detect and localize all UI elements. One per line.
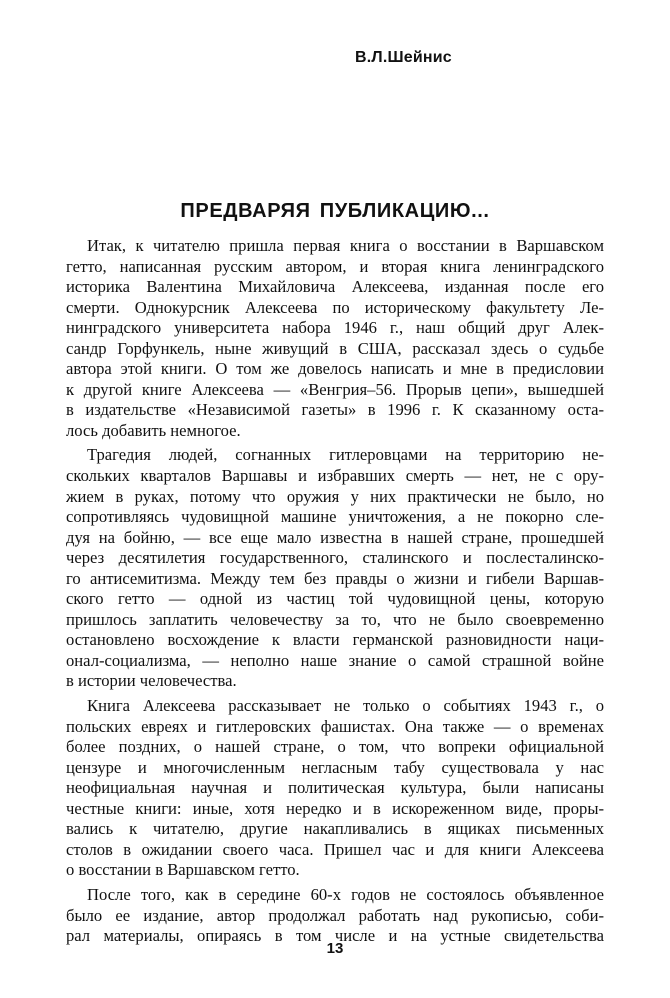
text-line: к другой книге Алексеева — «Венгрия–56. Прорыв цепи», вышедшей [66, 379, 604, 399]
text-line: лось добавить немногое. [66, 420, 241, 440]
text-line: нинградского университета набора 1946 г., наш общий друг Алек- [66, 318, 604, 338]
page-title: ПРЕДВАРЯЯ ПУБЛИКАЦИЮ... [180, 200, 490, 222]
author-header: В.Л.Шейнис [355, 49, 452, 66]
text-line: скольких кварталов Варшавы и избравших смерть — нет, не с ору- [66, 466, 604, 486]
text-line: в издательстве «Независимой газеты» в 1996 г. К сказанному оста- [66, 400, 604, 420]
text-line: Трагедия людей, согнанных гитлеровцами на территорию не- [87, 445, 604, 465]
text-line: гетто, написанная русским автором, и вторая книга ленинградского [66, 256, 604, 276]
text-line: Книга Алексеева рассказывает не только о событиях 1943 г., о [87, 696, 604, 716]
paragraph-2 [66, 445, 604, 692]
text-line: было ее издание, автор продолжал работать над рукописью, соби- [66, 905, 604, 925]
text-line: онал-социализма, — неполно наше знание о самой страшной войне [66, 650, 604, 670]
paragraph-4 [66, 885, 604, 947]
paragraph-3 [66, 696, 604, 881]
text-line: вались к читателю, другие накапливались в ящиках письменных [66, 819, 604, 839]
text-line: о восстании в Варшавском гетто. [66, 860, 300, 880]
text-line: более поздних, о нашей стране, о том, что вопреки официальной [66, 737, 604, 757]
text-line: После того, как в середине 60-х годов не состоялось объявленное [87, 884, 604, 904]
text-line: Итак, к читателю пришла первая книга о восстании в Варшавском [87, 236, 604, 255]
paragraph-1 [66, 236, 604, 441]
text-line: автора этой книги. О том же довелось написать и мне в предисловии [66, 359, 604, 379]
text-line: цензуре и многочисленным негласным табу существовала у нас [66, 757, 604, 777]
page-number: 13 [326, 940, 344, 957]
text-line: ского гетто — одной из частиц той чудовищной цены, которую [66, 589, 604, 609]
text-line: рал материалы, опираясь в том числе и на устные свидетельства [66, 926, 604, 946]
text-line: остановлено восхождение к власти германской разновидности наци- [66, 630, 604, 650]
text-line: пришлось заплатить человечеству за то, что не было своевременно [66, 609, 604, 629]
text-line: сопротивляясь чудовищной машине уничтожения, а не покорно сле- [66, 507, 604, 527]
text-line: в истории человечества. [66, 671, 237, 691]
text-line: смерти. Однокурсник Алексеева по историческому факультету Ле- [66, 297, 604, 317]
text-line: го антисемитизма. Между тем без правды о жизни и гибели Варшав- [66, 568, 604, 588]
body-text [66, 236, 604, 947]
text-line: польских евреях и гитлеровских фашистах. Она также — о временах [66, 716, 604, 736]
text-line: сандр Горфункель, ныне живущий в США, рассказал здесь о судьбе [66, 338, 604, 358]
text-line: через десятилетия государственного, сталинского и послесталинско- [66, 548, 604, 568]
text-line: жием в руках, потому что оружия у них практически не было, но [66, 486, 604, 506]
text-line: неофициальная научная и политическая культура, были написаны [66, 778, 604, 798]
text-line: историка Валентина Михайловича Алексеева, изданная после его [66, 277, 604, 297]
text-line: честные книги: иные, хотя нередко и в искореженном виде, проры- [66, 798, 604, 818]
text-line: столов в ожидании своего часа. Пришел час и для книги Алексеева [66, 839, 604, 859]
text-line: дуя на бойню, — все еще мало известна в нашей стране, прошедшей [66, 527, 604, 547]
